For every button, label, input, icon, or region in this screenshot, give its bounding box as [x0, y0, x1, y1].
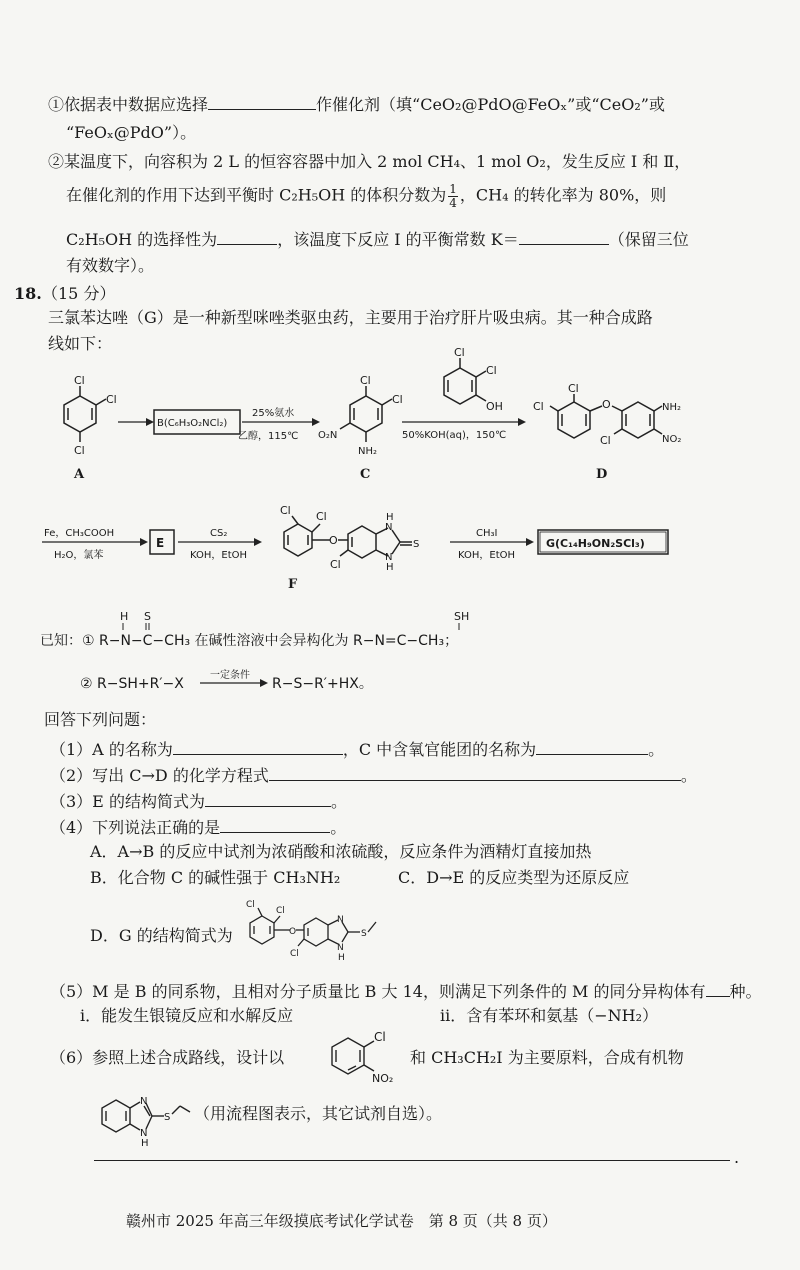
answer-blank-k[interactable] [519, 228, 609, 245]
atom-n: N [337, 915, 344, 925]
q18-number: 18. [14, 284, 42, 303]
q1-b: ，C 中含氧官能团的名称为 [342, 740, 537, 759]
q6-line1a: （6）参照上述合成路线，设计以 [50, 1048, 285, 1067]
atom-o2n: O₂N [318, 430, 338, 441]
atom-cl: Cl [600, 434, 611, 447]
r5-top: CH₃I [476, 528, 498, 539]
atom-o: O [329, 534, 338, 547]
atom-n: N [385, 522, 393, 533]
atom-s: S [361, 929, 367, 939]
atom-cl: Cl [330, 558, 341, 571]
q17-line2: “FeOₓ@PdO”）。 [66, 123, 197, 142]
r3-bottom: H₂O，氯苯 [54, 550, 104, 561]
r2-bottom: 50%KOH(aq)，150℃ [402, 430, 507, 441]
q3-line [50, 790, 347, 812]
q5-line [50, 980, 762, 1002]
q17-l1-post: 作催化剂（填“CeO₂@PdO@FeOₓ”或“CeO₂”或 [316, 95, 665, 114]
atom-n: N [385, 552, 393, 563]
q4-text: （4）下列说法正确的是 [50, 818, 221, 837]
atom-s: S [164, 1112, 171, 1123]
q17-line6: 有效数字）。 [66, 256, 155, 275]
q17-line5 [66, 228, 689, 250]
q5-end: 种。 [729, 982, 762, 1001]
atom-oh: OH [486, 400, 503, 413]
fraction-one-quarter [448, 183, 458, 209]
atom-cl: Cl [246, 900, 255, 910]
end-dot: . [734, 1148, 740, 1167]
atom-cl: Cl [533, 400, 544, 413]
r3-top: Fe，CH₃COOH [44, 528, 115, 539]
atom-cl: Cl [74, 374, 85, 387]
q2-text: （2）写出 C→D 的化学方程式 [50, 766, 269, 785]
q17-l5-pre: C₂H₅OH 的选择性为 [66, 230, 218, 249]
atom-cl: Cl [486, 364, 497, 377]
answer-blank-q1b[interactable] [536, 738, 648, 755]
atom-no2: NO₂ [662, 434, 682, 445]
b-box-text: B(C₆H₃O₂NCl₂) [157, 418, 228, 429]
arrow-head [140, 538, 148, 546]
label-f: F [288, 577, 298, 592]
atom-n: N [140, 1128, 148, 1139]
q1-a: （1）A 的名称为 [50, 740, 173, 759]
arrow-head [254, 538, 262, 546]
atom-no2: NO₂ [372, 1072, 394, 1085]
atom-cl: Cl [290, 949, 299, 959]
atom-cl: Cl [316, 510, 327, 523]
q4-option-b[interactable]: B．化合物 C 的碱性强于 CH₃NH₂ [90, 868, 341, 887]
atom-n: N [337, 943, 344, 953]
r4-bottom: KOH，EtOH [190, 550, 248, 561]
page-footer: 赣州市 2025 年高三年级摸底考试化学试卷 第 8 页（共 8 页） [126, 1212, 557, 1230]
atom-cl: Cl [276, 906, 285, 916]
r4-top: CS₂ [210, 528, 228, 539]
known-rxn2-right: R−S−R′+HX。 [272, 676, 373, 692]
label-d: D [596, 467, 608, 482]
atom-s: S [413, 539, 420, 550]
arrow-head [312, 418, 320, 426]
label-a: A [74, 467, 85, 482]
label-c: C [360, 467, 371, 482]
atom-o: O [602, 398, 611, 411]
atom-cl: Cl [106, 393, 117, 406]
r1-bottom: 乙醇，115℃ [238, 431, 299, 442]
atom-h: H [141, 1138, 149, 1146]
atom-cl: Cl [568, 382, 579, 395]
q6-line1b: 和 CH₃CH₂I 为主要原料，合成有机物 [410, 1048, 684, 1067]
atom-cl: Cl [74, 444, 85, 457]
q4-option-d[interactable]: D．G 的结构简式为 [90, 926, 233, 945]
q17-l5-mid: ，该温度下反应 Ⅰ 的平衡常数 K＝ [277, 230, 519, 249]
atom-o: O [289, 927, 297, 937]
synthesis-scheme-row2 [40, 498, 780, 594]
atom-h: H [338, 953, 345, 963]
molecule-chloronitrobenzene [318, 1026, 414, 1090]
atom-cl: Cl [374, 1030, 386, 1044]
answer-blank-q2[interactable] [269, 764, 681, 781]
e-box-text: E [156, 536, 165, 550]
answer-blank-q1a[interactable] [173, 738, 343, 755]
atom-cl: Cl [454, 346, 465, 359]
known-line1: 已知：① R−N−C−CH₃ 在碱性溶液中会异构化为 R−N=C−CH₃； [40, 633, 459, 649]
answer-intro: 回答下列问题： [44, 710, 157, 729]
q5-text: （5）M 是 B 的同系物，且相对分子质量比 B 大 14，则满足下列条件的 M 的同分异构体有 [50, 982, 706, 1001]
answer-blank-catalyst[interactable] [208, 93, 316, 110]
atom-nh2: NH₂ [662, 402, 682, 413]
period: 。 [330, 792, 347, 811]
q2-line [50, 764, 697, 786]
known-s: S [144, 610, 151, 623]
q17-line4 [66, 183, 666, 209]
q17-line1 [48, 93, 665, 115]
q3-text: （3）E 的结构简式为 [50, 792, 205, 811]
q4-option-c[interactable]: C．D→E 的反应类型为还原反应 [398, 868, 630, 887]
atom-cl: Cl [280, 504, 291, 517]
q18-intro1: 三氯苯达唑（G）是一种新型咪唑类驱虫药，主要用于治疗肝片吸虫病。其一种合成路 [48, 308, 653, 327]
molecule-dichlorophenol [444, 358, 486, 404]
period: 。 [680, 766, 697, 785]
answer-blank-q5[interactable] [706, 980, 730, 997]
molecule-a [64, 386, 106, 442]
q4-option-a[interactable]: A．A→B 的反应中试剂为浓硝酸和浓硫酸，反应条件为酒精灯直接加热 [90, 842, 592, 861]
molecule-c [340, 386, 392, 442]
arrow-head [526, 538, 534, 546]
atom-h: H [386, 512, 394, 523]
r5-bottom: KOH，EtOH [458, 550, 516, 561]
known-rxn2-left: ② R−SH+R′−X [80, 676, 184, 692]
arrow-head [146, 418, 154, 426]
arrow-head [518, 418, 526, 426]
known-cond: 一定条件 [210, 670, 250, 681]
atom-h: H [386, 562, 394, 573]
answer-blank-q3[interactable] [205, 790, 331, 807]
r1-top: 25%氨水 [252, 408, 295, 419]
q17-l4-pre: 在催化剂的作用下达到平衡时 C₂H₅OH 的体积分数为 [66, 185, 447, 205]
q18-intro2: 线如下： [48, 334, 113, 353]
q5-condition-ii: ii．含有苯环和氨基（−NH₂） [440, 1006, 659, 1025]
q5-condition-i: i．能发生银镜反应和水解反应 [80, 1006, 294, 1025]
q1-line [50, 738, 664, 760]
period: 。 [330, 818, 347, 837]
atom-nh2: NH₂ [358, 446, 378, 457]
answer-blank-selectivity[interactable] [217, 228, 277, 245]
period: 。 [648, 740, 665, 759]
q17-line3: ②某温度下，向容积为 2 L 的恒容容器中加入 2 mol CH₄、1 mol O₂，发生反应 Ⅰ 和 Ⅱ， [48, 152, 691, 171]
known-h: H [120, 610, 129, 623]
q17-l1-pre: ①依据表中数据应选择 [48, 95, 209, 114]
answer-line-q6[interactable] [94, 1160, 730, 1161]
atom-n: N [140, 1096, 148, 1107]
q17-l4-post: ，CH₄ 的转化率为 80%，则 [459, 185, 667, 205]
synthesis-scheme-row1 [40, 346, 780, 496]
known-sh: SH [454, 610, 470, 623]
q18-score: （15 分） [42, 284, 116, 303]
known-info [40, 608, 720, 698]
q4-line [50, 816, 346, 838]
molecule-target-benzimidazole [96, 1086, 196, 1146]
molecule-g-option-d [238, 896, 388, 966]
q6-line2: （用流程图表示，其它试剂自选）。 [194, 1104, 443, 1123]
answer-blank-q4[interactable] [220, 816, 330, 833]
g-box-text: G(C₁₄H₉ON₂SCl₃) [546, 537, 645, 550]
fraction-denominator: 4 [449, 195, 457, 210]
atom-cl: Cl [360, 374, 371, 387]
fraction-numerator: 1 [449, 182, 457, 196]
arrow-head [260, 679, 268, 687]
atom-cl: Cl [392, 393, 403, 406]
q17-l5-post: （保留三位 [608, 230, 689, 249]
